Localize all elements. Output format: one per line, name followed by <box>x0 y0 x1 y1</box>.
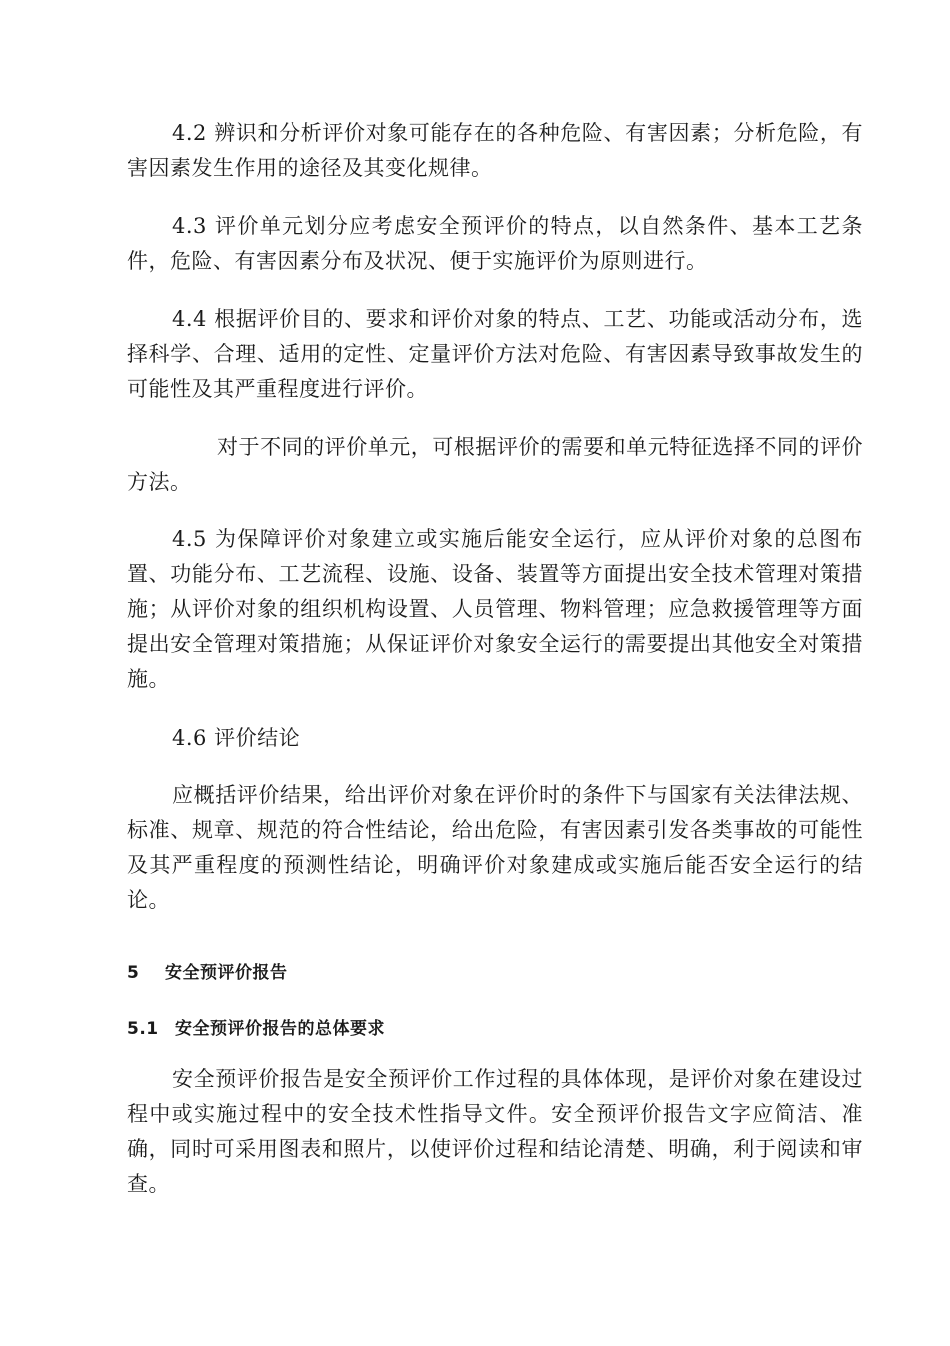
paragraph-4-6-body: 应概括评价结果，给出评价对象在评价时的条件下与国家有关法律法规、标准、规章、规范的符合性结论，给出危险，有害因素引发各类事故的可能性及其严重程度的预测性结论，明确评价对象建成或实施后能否安全运行的结论。 <box>127 783 863 912</box>
section-title: 安全预评价报告 <box>165 963 288 983</box>
paragraph-4-4: 4.4 根据评价目的、要求和评价对象的特点、工艺、功能或活动分布，选择科学、合理、适用的定性、定量评价方法对危险、有害因素导致事故发生的可能性及其严重程度进行评价。 <box>127 307 863 401</box>
paragraph-4-2: 4.2 辨识和分析评价对象可能存在的各种危险、有害因素；分析危险，有害因素发生作用的途径及其变化规律。 <box>127 121 863 180</box>
subsection-number: 5.1 <box>127 1019 159 1039</box>
paragraph-5-1-body: 安全预评价报告是安全预评价工作过程的具体体现，是评价对象在建设过程中或实施过程中的安全技术性指导文件。安全预评价报告文字应简洁、准确，同时可采用图表和照片，以使评价过程和结论清楚、明确，利于阅读和审查。 <box>127 1067 863 1196</box>
paragraph-4-4-note: 对于不同的评价单元，可根据评价的需要和单元特征选择不同的评价方法。 <box>127 435 863 494</box>
section-heading-5 <box>127 958 288 983</box>
paragraph-4-3: 4.3 评价单元划分应考虑安全预评价的特点，以自然条件、基本工艺条件，危险、有害因素分布及状况、便于实施评价为原则进行。 <box>127 214 863 273</box>
paragraph-4-5: 4.5 为保障评价对象建立或实施后能安全运行，应从评价对象的总图布置、功能分布、工艺流程、设施、设备、装置等方面提出安全技术管理对策措施；从评价对象的组织机构设置、人员管理、物料管理；应急救援管理等方面提出安全管理对策措施；从保证评价对象安全运行的需要提出其他安全对策措施。 <box>127 527 863 691</box>
section-heading-5-1 <box>127 1014 385 1039</box>
section-number: 5 <box>127 963 140 983</box>
paragraph-4-6-title: 4.6 评价结论 <box>172 726 301 750</box>
subsection-title: 安全预评价报告的总体要求 <box>175 1019 385 1039</box>
